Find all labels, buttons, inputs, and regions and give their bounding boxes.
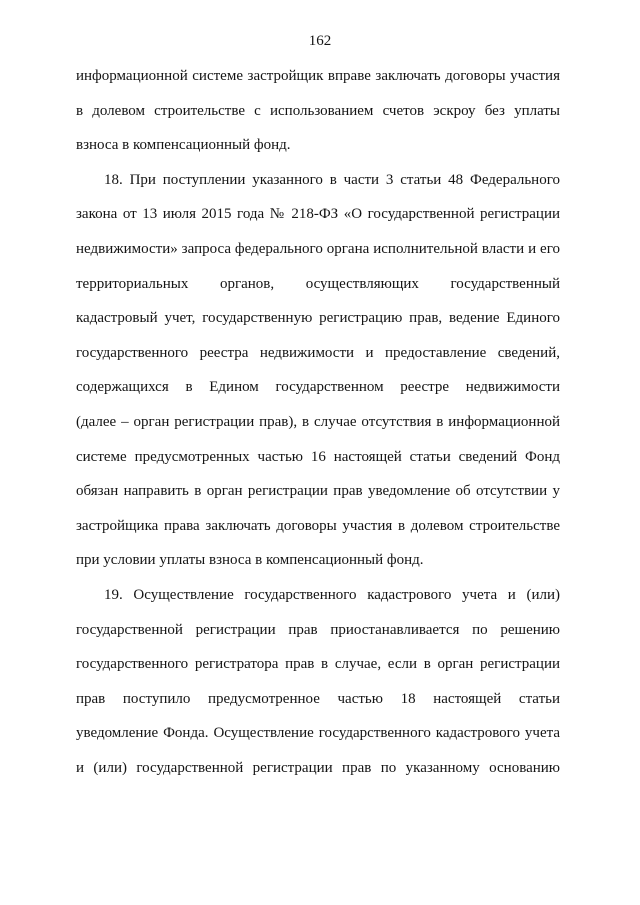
text-line: прав поступило предусмотренное частью 18 настоящей статьи (76, 690, 560, 707)
text-line: недвижимости» запроса федерального органа исполнительной власти и его (76, 240, 560, 257)
text-line: (далее – орган регистрации прав), в случае отсутствия в информационной (76, 413, 560, 430)
text-line: государственного регистратора прав в случае, если в орган регистрации (76, 656, 560, 673)
text-line: взноса в компенсационный фонд. (76, 137, 291, 154)
text-line: обязан направить в орган регистрации прав уведомление об отсутствии у (76, 483, 560, 500)
paragraph-18 (76, 171, 560, 586)
text-line: кадастровый учет, государственную регистрацию прав, ведение Единого (76, 310, 560, 327)
text-line: при условии уплаты взноса в компенсационный фонд. (76, 552, 424, 569)
text-line: 18. При поступлении указанного в части 3 статьи 48 Федерального (104, 171, 560, 188)
page-number: 162 (308, 33, 332, 49)
text-line: 19. Осуществление государственного кадастрового учета и (или) (104, 586, 560, 603)
text-line: информационной системе застройщик вправе заключать договоры участия (76, 68, 560, 84)
text-line: закона от 13 июля 2015 года № 218-ФЗ «О государственной регистрации (76, 206, 560, 223)
text-line: системе предусмотренных частью 16 настоящей статьи сведений Фонд (76, 448, 560, 465)
text-line: государственной регистрации прав приостанавливается по решению (76, 621, 560, 638)
text-line: и (или) государственной регистрации прав по указанному основанию (76, 759, 560, 776)
text-line: застройщика права заключать договоры участия в долевом строительстве (76, 517, 560, 534)
document-body (76, 67, 560, 793)
text-line: уведомление Фонда. Осуществление государственного кадастрового учета (76, 725, 560, 742)
text-line: содержащихся в Едином государственном реестре недвижимости (76, 379, 560, 396)
paragraph-19 (76, 586, 560, 794)
text-line: территориальных органов, осуществляющих государственный (76, 275, 560, 292)
paragraph-continuation (76, 67, 560, 171)
text-line: государственного реестра недвижимости и предоставление сведений, (76, 344, 560, 361)
text-line: в долевом строительстве с использованием счетов эскроу без уплаты (76, 102, 560, 119)
